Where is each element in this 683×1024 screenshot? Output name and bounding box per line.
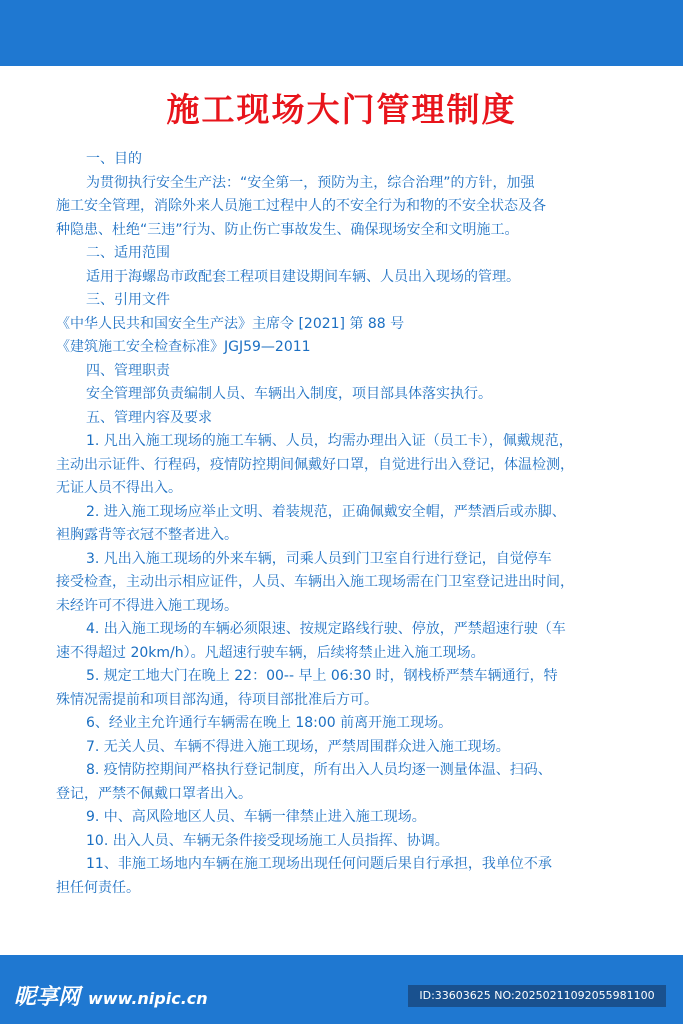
- requirement-item-line: 登记，严禁不佩戴口罩者出入。: [56, 785, 252, 802]
- watermark-logo: [14, 985, 208, 1012]
- purpose-line: 为贯彻执行安全生产法：“安全第一，预防为主，综合治理”的方针，加强: [86, 174, 535, 191]
- watermark-url: www.nipic.cn: [88, 989, 208, 1008]
- document-body: [56, 148, 638, 900]
- requirement-item-line: 7. 无关人员、车辆不得进入施工现场，严禁周围群众进入施工现场。: [86, 738, 510, 755]
- page-title: 施工现场大门管理制度: [166, 90, 517, 129]
- requirement-item-line: 1. 凡出入施工现场的施工车辆、人员，均需办理出入证（员工卡），佩戴规范，: [86, 433, 573, 449]
- section-heading-requirements: 五、管理内容及要求: [86, 409, 212, 426]
- requirement-item-line: 10. 出入人员、车辆无条件接受现场施工人员指挥、协调。: [86, 832, 449, 849]
- requirement-item-line: 未经许可不得进入施工现场。: [56, 597, 238, 614]
- requirement-item-line: 殊情况需提前和项目部沟通，待项目部批准后方可。: [56, 691, 378, 708]
- section-heading-purpose: 一、目的: [86, 151, 142, 167]
- requirement-item-line: 3. 凡出入施工现场的外来车辆，司乘人员到门卫室自行进行登记，自觉停车: [86, 550, 552, 567]
- section-heading-duties: 四、管理职责: [86, 362, 170, 379]
- image-id-label: ID:33603625 NO:20250211092055981100: [408, 985, 666, 1007]
- watermark-brand: 昵享网: [14, 985, 81, 1010]
- requirement-item-line: 11、非施工场地内车辆在施工现场出现任何问题后果自行承担，我单位不承: [86, 856, 552, 872]
- duties-line: 安全管理部负责编制人员、车辆出入制度，项目部具体落实执行。: [86, 386, 492, 402]
- section-heading-scope: 二、适用范围: [86, 245, 170, 261]
- requirement-item-line: 无证人员不得出入。: [56, 480, 182, 496]
- requirement-item-line: 接受检查，主动出示相应证件，人员、车辆出入施工现场需在门卫室登记进出时间，: [56, 574, 574, 590]
- requirement-item-line: 8. 疫情防控期间严格执行登记制度，所有出入人员均逐一测量体温、扫码、: [86, 762, 552, 778]
- requirement-item-line: 9. 中、高风险地区人员、车辆一律禁止进入施工现场。: [86, 809, 426, 825]
- requirement-item-line: 主动出示证件、行程码，疫情防控期间佩戴好口罩，自觉进行出入登记，体温检测，: [56, 456, 574, 473]
- top-blue-band: [0, 0, 683, 66]
- requirement-item-line: 4. 出入施工现场的车辆必须限速、按规定路线行驶、停放，严禁超速行驶（车: [86, 621, 566, 637]
- requirement-item-line: 2. 进入施工现场应举止文明、着装规范，正确佩戴安全帽，严禁酒后或赤脚、: [86, 503, 566, 520]
- requirement-item-line: 担任何责任。: [56, 879, 140, 896]
- section-heading-references: 三、引用文件: [86, 292, 170, 308]
- reference-line: 《中华人民共和国安全生产法》主席令 [2021] 第 88 号: [56, 315, 405, 332]
- purpose-line: 种隐患、杜绝“三违”行为、防止伤亡事故发生、确保现场安全和文明施工。: [56, 221, 519, 238]
- requirement-item-line: 5. 规定工地大门在晚上 22：00-- 早上 06:30 时，钢栈桥严禁车辆通行，特: [86, 668, 558, 684]
- scope-line: 适用于海螺岛市政配套工程项目建设期间车辆、人员出入现场的管理。: [86, 268, 520, 285]
- purpose-line: 施工安全管理，消除外来人员施工过程中人的不安全行为和物的不安全状态及各: [56, 198, 546, 214]
- requirement-item-line: 袒胸露背等衣冠不整者进入。: [56, 527, 238, 543]
- requirement-item-line: 速不得超过 20km/h）。凡超速行驶车辆，后续将禁止进入施工现场。: [56, 644, 485, 661]
- requirement-item-line: 6、经业主允许通行车辆需在晚上 18:00 前离开施工现场。: [86, 715, 453, 731]
- reference-line: 《建筑施工安全检查标准》JGJ59—2011: [56, 339, 311, 355]
